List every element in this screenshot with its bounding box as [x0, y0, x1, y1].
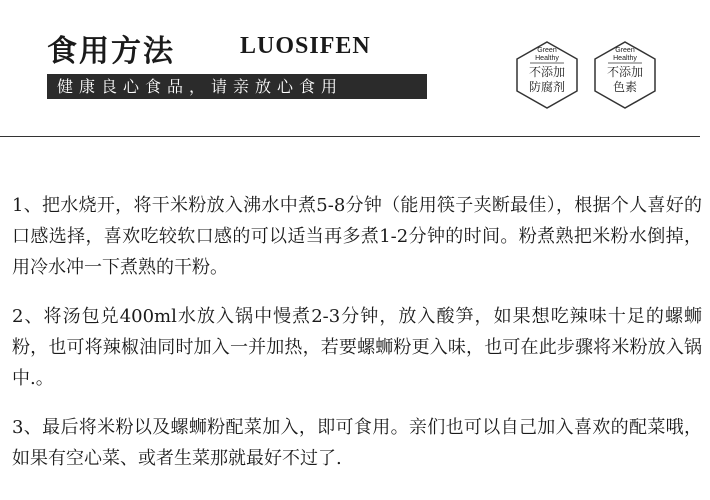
badge-cn-line1: 不添加 — [528, 65, 565, 79]
slogan-banner: 健康良心食品，请亲放心食用 — [47, 74, 427, 99]
header-divider — [0, 136, 700, 137]
page-title: 食用方法 — [47, 34, 175, 69]
instruction-steps — [12, 190, 702, 487]
brand-name: LUOSIFEN — [240, 33, 371, 59]
badge-no-preservatives — [512, 40, 582, 110]
badge-en-line2: Healthy — [613, 55, 637, 62]
badge-en-line1: Green — [537, 47, 557, 54]
badge-cn-line2: 色素 — [612, 80, 637, 94]
step-1: 1、把水烧开，将干米粉放入沸水中煮5-8分钟（能用筷子夹断最佳），根据个人喜好的口感选择，喜欢吃较软口感的可以适当再多煮1-2分钟的时间。粉煮熟把米粉水倒掉，用冷水冲一下煮熟的干粉。 — [12, 195, 702, 278]
badge-en-line2: Healthy — [535, 55, 559, 62]
badge-cn-line1: 不添加 — [606, 65, 643, 79]
badge-no-colorants — [590, 40, 660, 110]
badge-en-line1: Green — [615, 47, 635, 54]
step-3: 3、最后将米粉以及螺蛳粉配菜加入，即可食用。亲们也可以自己加入喜欢的配菜哦，如果有空心菜、或者生菜那就最好不过了. — [12, 417, 702, 469]
step-2: 2、将汤包兑400ml水放入锅中慢煮2-3分钟，放入酸笋，如果想吃辣味十足的螺蛳粉，也可将辣椒油同时加入一并加热，若要螺蛳粉更入味，也可在此步骤将米粉放入锅中.。 — [12, 306, 702, 389]
badge-cn-line2: 防腐剂 — [528, 80, 565, 94]
